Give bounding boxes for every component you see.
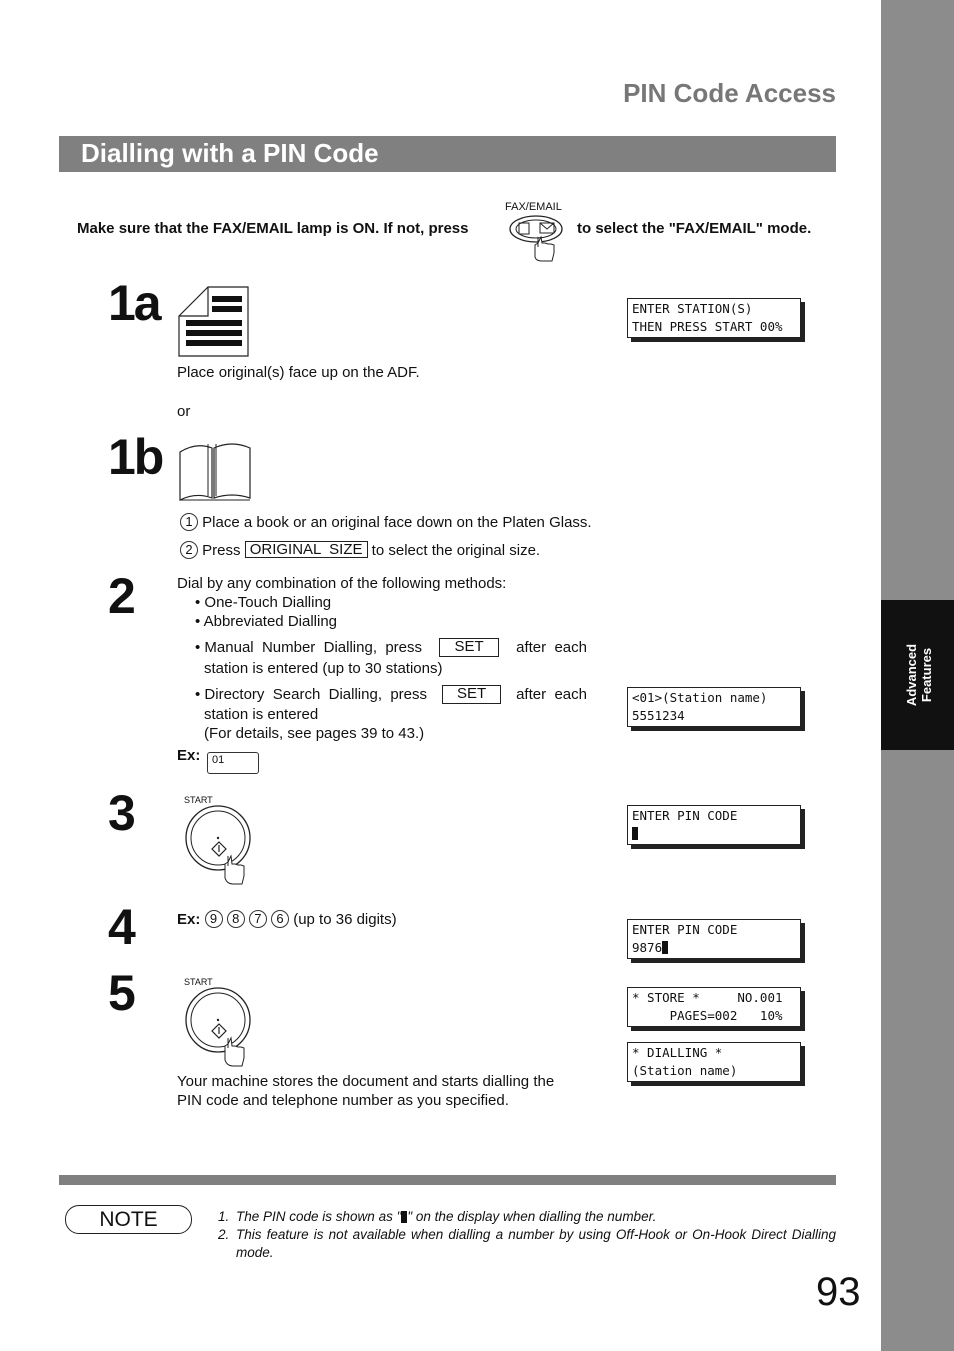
page-title: Dialling with a PIN Code	[81, 138, 379, 168]
note-number: 2.	[218, 1227, 230, 1242]
digit-key: 7	[249, 910, 267, 928]
lcd-display-4	[627, 919, 801, 959]
step-5-text-2: PIN code and telephone number as you specified.	[177, 1092, 509, 1109]
step-2-ex-label: Ex:	[177, 747, 201, 764]
page-title-bar	[59, 136, 836, 172]
lcd-display-5-dialling	[627, 1042, 801, 1082]
bullet-3-post: after each	[516, 639, 587, 656]
note-text: " on the display when dialling the number.	[407, 1209, 657, 1224]
step-2-intro: Dial by any combination of the following methods:	[177, 575, 507, 592]
step-3-number: 3	[108, 785, 134, 841]
digit-key: 6	[271, 910, 289, 928]
step-4-example	[177, 910, 397, 929]
circled-number: 1	[180, 513, 198, 531]
bullet-3-pre: • Manual Number Dialling, press	[195, 639, 423, 656]
step-2-bullet-3-line2: station is entered (up to 30 stations)	[204, 660, 443, 677]
section-title: PIN Code Access	[623, 78, 836, 108]
instruction-after: to select the "FAX/EMAIL" mode.	[577, 220, 812, 237]
lcd-line: 9876	[632, 940, 663, 955]
digit-key: 9	[205, 910, 223, 928]
step-4-number: 4	[108, 899, 134, 955]
step-5-text-1: Your machine stores the document and starts dialling the	[177, 1073, 555, 1090]
step-5-number: 5	[108, 965, 134, 1021]
lcd-cursor	[662, 941, 668, 954]
step-2-bullet-4-line2: station is entered	[204, 706, 319, 723]
lcd-display-1a	[627, 298, 801, 338]
original-size-key: ORIGINAL SIZE	[245, 541, 368, 558]
bullet-4-pre: • Directory Search Dialling, press	[195, 686, 427, 703]
instruction-before: Make sure that the FAX/EMAIL lamp is ON. If not, press	[77, 220, 469, 237]
divider-bar	[59, 1175, 836, 1185]
circled-number: 2	[180, 541, 198, 559]
chapter-tab-label: Advanced Features	[904, 643, 935, 707]
set-key: SET	[439, 638, 498, 657]
lcd-line: PAGES=002 10%	[632, 1008, 783, 1023]
step-2-number: 2	[108, 568, 134, 624]
digit-key: 8	[227, 910, 245, 928]
lcd-display-3	[627, 805, 801, 845]
lcd-line: THEN PRESS START 00%	[632, 319, 783, 334]
step-1b-item-1-text: Place a book or an original face down on the Platen Glass.	[202, 514, 592, 531]
step-1a-number: 1a	[108, 275, 160, 331]
note-label: NOTE	[65, 1205, 192, 1234]
lcd-line: 5551234	[632, 708, 685, 723]
note-text: The PIN code is shown as "	[236, 1209, 402, 1224]
lcd-line: ENTER STATION(S)	[632, 301, 753, 316]
step-1b-number: 1b	[108, 429, 163, 485]
note-item	[218, 1208, 836, 1226]
bullet-4-post: after each	[516, 686, 587, 703]
step-2-bullet-3	[195, 638, 587, 657]
lcd-line: <01>(Station name)	[632, 690, 768, 705]
note-text: This feature is not available when dialling a number by using Off-Hook or On-Hook Direct Dialling mode.	[236, 1227, 836, 1260]
start-label: START	[184, 977, 213, 987]
lcd-display-5-store	[627, 987, 801, 1027]
fax-email-button-label: FAX/EMAIL	[505, 201, 562, 213]
adf-document-icon	[178, 286, 250, 358]
start-button-icon	[184, 986, 254, 1068]
one-touch-key-01: 01	[207, 752, 259, 774]
step-1b-item-2-pre: Press	[202, 542, 241, 559]
step-2-bullet-1: • One-Touch Dialling	[195, 594, 332, 611]
step-1b-item-2	[180, 541, 540, 560]
step-2-bullet-4-line3: (For details, see pages 39 to 43.)	[204, 725, 425, 742]
lcd-cursor	[632, 827, 638, 840]
step-2-bullet-2: • Abbreviated Dialling	[195, 613, 338, 630]
lcd-line: ENTER PIN CODE	[632, 922, 738, 937]
or-text: or	[177, 403, 191, 420]
start-label: START	[184, 795, 213, 805]
lcd-line: ENTER PIN CODE	[632, 808, 738, 823]
start-button-icon	[184, 804, 254, 886]
note-item	[218, 1226, 836, 1262]
step-4-ex-label: Ex:	[177, 911, 201, 928]
page-number: 93	[816, 1270, 861, 1314]
note-number: 1.	[218, 1209, 230, 1224]
book-icon	[178, 438, 252, 502]
lcd-line: (Station name)	[632, 1063, 738, 1078]
note-list	[218, 1208, 836, 1262]
lcd-display-2	[627, 687, 801, 727]
step-1a-text: Place original(s) face up on the ADF.	[177, 364, 420, 381]
step-1b-item-2-post: to select the original size.	[371, 542, 541, 559]
step-2-bullet-4	[195, 685, 587, 704]
set-key: SET	[442, 685, 501, 704]
step-4-suffix: (up to 36 digits)	[293, 911, 397, 928]
lcd-line: * DIALLING *	[632, 1045, 723, 1060]
lcd-line: * STORE * NO.001	[632, 990, 783, 1005]
step-1b-item-1	[180, 513, 592, 532]
fax-email-button-icon	[508, 213, 566, 263]
